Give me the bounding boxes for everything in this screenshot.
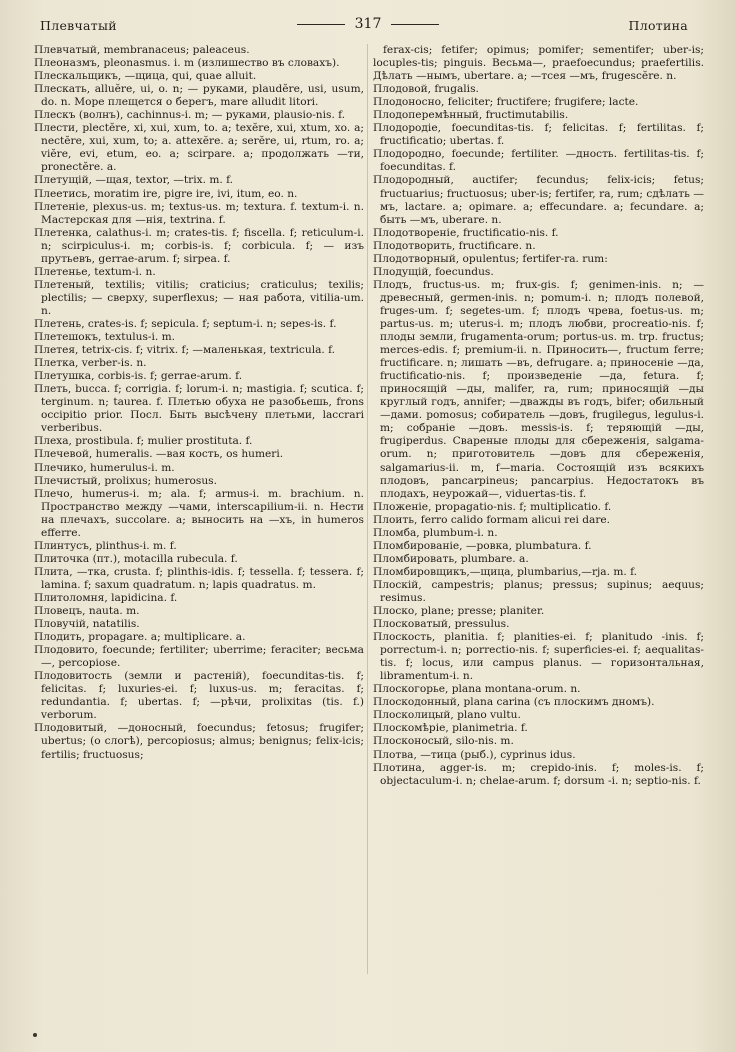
- dictionary-entry: Плеть, bucca. f; corrigia. f; lorum-i. n; mastigia. f; scutica. f; terginum. n; taurea. f. Плетью обуха не разобьешь, frons occipitio prior. Посл. Быть высѣчену плетьми, laccrari verberibus.: [34, 383, 364, 435]
- dictionary-entry: Плоскость, planitia. f; planities-ei. f; planitudo -inis. f; porrectum-i. n; porrectio-nis. f; superficies-ei. f; aequalitas-tis. f; locus, или campus planus. — горизонтальная, libramentum-i. n.: [373, 631, 704, 683]
- dictionary-entry: Пломба, plumbum-i. n.: [373, 526, 498, 539]
- dictionary-entry: Плодовитость (земли и растеній), foecunditas-tis. f; felicitas. f; luxuries-ei. f; luxus-us. m; feracitas. f; redundantia. f; ubertas. f; —рѣчи, prolixitas (tis. f.) verborum.: [34, 670, 364, 722]
- running-head-left: Плевчатый: [40, 18, 117, 33]
- dictionary-entry: Плечистый, prolixus; humerosus.: [34, 474, 217, 487]
- right-column: [373, 44, 704, 788]
- dictionary-entry: Плосковатый, pressulus.: [373, 618, 510, 631]
- dictionary-entry: Плинтусъ, plinthus-i. m. f.: [34, 539, 177, 552]
- page-header: [0, 16, 736, 38]
- dictionary-entry: Плетушка, corbis-is. f; gerrae-arum. f.: [34, 370, 243, 383]
- dictionary-entry: Плодоносно, feliciter; fructifere; frugifere; lacte.: [373, 96, 639, 109]
- left-column: [34, 44, 364, 762]
- dictionary-entry: Плеха, prostibula. f; mulier prostituta. f.: [34, 435, 253, 448]
- dictionary-entry: Плескъ (волнъ), cachinnus-i. m; — руками, plausio-nis. f.: [34, 109, 346, 122]
- dictionary-entry: Плеетись, moratim ire, pigre ire, ivi, itum, eo. n.: [34, 187, 298, 200]
- dictionary-entry: Плосконосый, silo-nis. m.: [373, 735, 514, 748]
- dictionary-entry: Плетеный, textilis; vitilis; craticius; craticulus; texilis; plectilis; — сверху, superflexus; — ная работа, vitilia-um. n.: [34, 278, 364, 317]
- dictionary-entry: Плодъ, fructus-us. m; frux-gis. f; genimen-inis. n; — древесный, germen-inis. n; pomum-i. n; плодъ полевой, fruges-um. f; segetes-um. f; плодъ чрева, foetus-us. m; partus-us. m; uterus-i. m; плодъ любви, procreatio-nis. f; плоды земли, frugamenta-orum; portus-us. m. trp. fructus; merces-edis. f; premium-ii. n. Приносить—, fructum ferre; fructificare. n; лишать —въ, defrugare. a; приносеніе —да, fructificatio-nis. f; произведеніе —да, fetura. f; приносящій —ды, malifer, ra, rum; приносящій —ды круглый годъ, annifer; —дважды въ годъ, bifer; обильный —дами. pomosus; собиратель —довъ, frugilegus, legulus-i. m; собраніе —довъ. messis-is. f; теряющій —ды, frugiperdus. Свареные плоды для сбереженія, salgama-orum. n; приготовитель —довъ для сбереженія, salgamarius-ii. m, f—maria. Состоящій изъ всякихъ плодовъ, pancarpineus; pancarpius. Недостатокъ въ плодахъ, неурожай—, viduertas-tis. f.: [373, 278, 704, 500]
- dictionary-entry: Плодить, propagare. a; multiplicare. a.: [34, 631, 246, 644]
- dictionary-entry: Плечевой, humeralis. —вая кость, os humeri.: [34, 448, 284, 461]
- dictionary-entry: Плотина, agger-is. m; crepido-inis. f; moles-is. f; objectaculum-i. n; chelae-arum. f; dorsum -i. n; septio-nis. f.: [373, 761, 704, 787]
- dictionary-entry: Плодовой, frugalis.: [373, 83, 479, 96]
- page-number-block: [0, 16, 736, 32]
- dictionary-entry: Плодовитый, —доносный, foecundus; fetosus; frugifer; ubertus; (о слогѣ), percopiosus; almus; benignus; felix-icis; fertilis; fructuosus;: [34, 722, 364, 761]
- dictionary-entry: Плетея, tetrix-cis. f; vitrix. f; —маленькая, textricula. f.: [34, 344, 336, 357]
- dictionary-entry: Плетущій, —щая, textor, —trix. m. f.: [34, 174, 234, 187]
- dictionary-entry: Пломбировщикъ,—щица, plumbarius,—rja. m. f.: [373, 565, 638, 578]
- dictionary-entry: Плетеніе, plexus-us. m; textus-us. m; textura. f. textum-i. n. Мастерская для —нія, textrina. f.: [34, 200, 364, 226]
- dictionary-entry: Плоскій, campestris; planus; pressus; supinus; aequus; resimus.: [373, 578, 704, 604]
- dictionary-entry: Плести, plectĕre, xi, xui, xum, to. a; texĕre, xui, xtum, xo. a; nectĕre, xui, xum, to; a. attexĕre. a; serĕre, ui, rtum, ro. a; viĕre, evi, etum, eo. a; scirpare. a; продолжать —ти, pronectĕre. a.: [34, 122, 364, 174]
- dictionary-entry: Плетень, crates-is. f; sepicula. f; septum-i. n; sepes-is. f.: [34, 317, 337, 330]
- running-head-right: Плотина: [628, 18, 688, 33]
- dictionary-entry: Плетешокъ, textulus-i. m.: [34, 331, 176, 344]
- dictionary-entry: Плодородный, auctifer; fecundus; felix-icis; fetus; fructuarius; fructuosus; uber-is; fertifer, ra, rum; сдѣлать —мъ, lactare. a; opimare. a; effecundare. a; fecundare. a; быть —мъ, uberare. n.: [373, 174, 704, 226]
- dictionary-entry: Плетенье, textum-i. n.: [34, 265, 156, 278]
- dictionary-entry: Плескальщикъ, —щица, qui, quae alluit.: [34, 70, 257, 83]
- dictionary-entry: Плиточка (пт.), motacilla rubecula. f.: [34, 552, 238, 565]
- dictionary-entry: Плескать, alluĕre, ui, o. n; — руками, plaudĕre, usi, usum, do. n. Море плещется о берегъ, mare alludit litori.: [34, 83, 364, 109]
- ink-speck: [33, 1033, 37, 1037]
- dictionary-entry: Плодотворный, opulentus; fertifer-ra. rum:: [373, 252, 608, 265]
- dictionary-entry: Плодородно, foecunde; fertiliter. —дность. fertilitas-tis. f; foecunditas. f.: [373, 148, 704, 174]
- dictionary-entry: Плодотвореніе, fructificatio-nis. f.: [373, 226, 559, 239]
- dictionary-entry: Плодовито, foecunde; fertiliter; uberrime; feraciter; весьма—, percopiose.: [34, 644, 364, 670]
- dictionary-entry: Плоскодонный, plana carina (съ плоскимъ дномъ).: [373, 696, 655, 709]
- dictionary-entry: Плевчатый, membranaceus; paleaceus.: [34, 44, 250, 56]
- dictionary-entry: Плоско, plane; presse; planiter.: [373, 605, 545, 618]
- header-rule-right: [391, 24, 439, 25]
- dictionary-entry: Плечико, humerulus-i. m.: [34, 461, 175, 474]
- dictionary-entry: Пловецъ, nauta. m.: [34, 605, 140, 618]
- dictionary-entry: Плотва, —тица (рыб.), cyprinus idus.: [373, 748, 576, 761]
- dictionary-entry: Плодородіе, foecunditas-tis. f; felicitas. f; fertilitas. f; fructificatio; ubertas. f.: [373, 122, 704, 148]
- dictionary-entry: Плита, —тка, crusta. f; plinthis-idis. f; tessella. f; tessera. f; lamina. f; saxum quadratum. n; lapis quadratus. m.: [34, 565, 364, 591]
- dictionary-entry: ferax-cis; fetifer; opimus; pomifer; sementifer; uber-is; locuples-tis; pinguis. Весьма—, praefoecundus; praefertilis. Дѣлать —нымъ, ubertare. a; —тсея —мъ, frugescĕre. n.: [373, 44, 704, 83]
- dictionary-entry: Плодотворить, fructificare. n.: [373, 239, 536, 252]
- dictionary-entry: Пложеніе, propagatio-nis. f; multiplicatio. f.: [373, 500, 612, 513]
- page-number: 317: [354, 16, 382, 32]
- dictionary-entry: Плечо, humerus-i. m; ala. f; armus-i. m. brachium. n. Пространство между —чами, interscapilium-ii. n. Нести на плечахъ, succolare. a; выносить на —хъ, in humeros efferre.: [34, 487, 364, 539]
- dictionary-entry: Пловучій, natatilis.: [34, 618, 140, 631]
- dictionary-entry: Плитоломня, lapidicina. f.: [34, 591, 178, 604]
- dictionary-entry: Плодущій, foecundus.: [373, 265, 494, 278]
- dictionary-entry: Плосколицый, plano vultu.: [373, 709, 521, 722]
- dictionary-entry: Плоскомѣріе, planimetria. f.: [373, 722, 528, 735]
- dictionary-entry: Плоить, ferro calido formam alicui rei dare.: [373, 513, 611, 526]
- dictionary-entry: Плоскогорье, plana montana-orum. n.: [373, 683, 581, 696]
- dictionary-entry: Плеоназмъ, pleonasmus. i. m (излишество въ словахъ).: [34, 57, 340, 70]
- dictionary-entry: Плодоперемѣнный, fructimutabilis.: [373, 109, 569, 122]
- dictionary-entry: Пломбированіе, —ровка, plumbatura. f.: [373, 539, 592, 552]
- dictionary-entry: Плетенка, calathus-i. m; crates-tis. f; fiscella. f; reticulum-i. n; scirpiculus-i. m; corbis-is. f; corbicula. f; — изъ прутьевъ, gerrae-arum. f; sirpea. f.: [34, 226, 364, 265]
- dictionary-entry: Плетка, verber-is. n.: [34, 357, 147, 370]
- dictionary-entry: Пломбировать, plumbare. a.: [373, 552, 529, 565]
- column-divider: [367, 44, 368, 974]
- header-rule-left: [297, 24, 345, 25]
